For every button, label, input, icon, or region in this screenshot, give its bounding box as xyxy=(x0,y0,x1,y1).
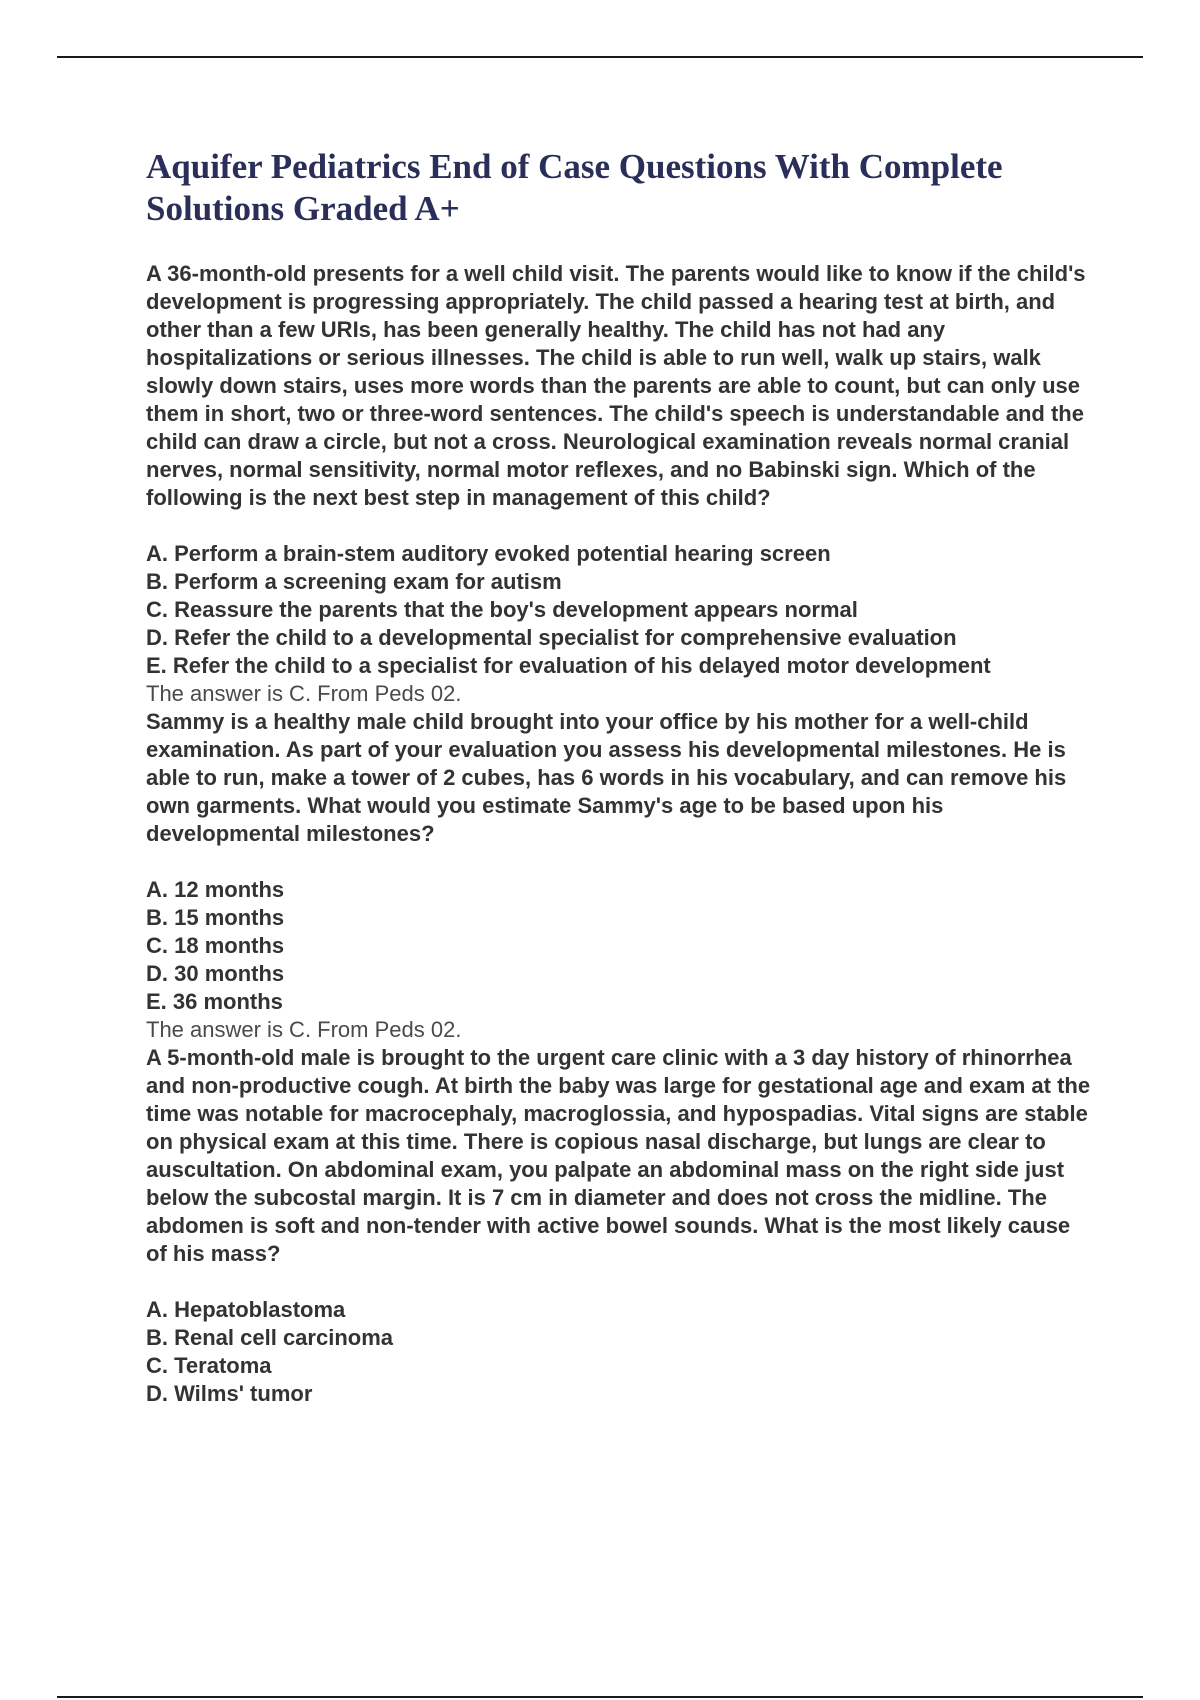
question-3-options xyxy=(146,1296,1096,1408)
option-item: B. Perform a screening exam for autism xyxy=(146,569,562,594)
option-item: B. 15 months xyxy=(146,905,285,930)
option-item: C. Reassure the parents that the boy's development appears normal xyxy=(146,597,858,622)
question-2-options xyxy=(146,876,1096,1016)
option-item: D. 30 months xyxy=(146,961,285,986)
question-1-answer: The answer is C. From Peds 02. xyxy=(146,681,462,706)
question-2-answer: The answer is C. From Peds 02. xyxy=(146,1017,462,1042)
option-item: C. Teratoma xyxy=(146,1353,272,1378)
question-2-text: Sammy is a healthy male child brought into your office by his mother for a well-child examination. As part of your evaluation you assess his developmental milestones. He is able to run, make a tower of 2 cubes, has 6 words in his vocabulary, and can remove his own garments. What would you estimate Sammy's age to be based upon his developmental milestones? xyxy=(146,709,1067,846)
option-item: A. Perform a brain-stem auditory evoked potential hearing screen xyxy=(146,541,831,566)
question-1-text: A 36-month-old presents for a well child visit. The parents would like to know if the child's development is progressing appropriately. The child passed a hearing test at birth, and other than a few URIs, has been generally healthy. The child has not had any hospitalizations or serious illnesses. The child is able to run well, walk up stairs, walk slowly down stairs, uses more words than the parents are able to count, but can only use them in short, two or three-word sentences. The child's speech is understandable and the child can draw a circle, but not a cross. Neurological examination reveals normal cranial nerves, normal sensitivity, normal motor reflexes, and no Babinski sign. Which of the following is the next best step in management of this child? xyxy=(146,261,1086,510)
option-item: E. 36 months xyxy=(146,989,283,1014)
option-item: D. Wilms' tumor xyxy=(146,1381,313,1406)
option-item: A. Hepatoblastoma xyxy=(146,1297,346,1322)
option-item: C. 18 months xyxy=(146,933,285,958)
document-body xyxy=(146,146,1096,1408)
bottom-rule xyxy=(57,1696,1143,1698)
option-item: E. Refer the child to a specialist for evaluation of his delayed motor development xyxy=(146,653,991,678)
option-item: D. Refer the child to a developmental specialist for comprehensive evaluation xyxy=(146,625,957,650)
top-rule xyxy=(57,56,1143,58)
option-item: A. 12 months xyxy=(146,877,285,902)
question-3-text: A 5-month-old male is brought to the urgent care clinic with a 3 day history of rhinorrhea and non-productive cough. At birth the baby was large for gestational age and exam at the time was notable for macrocephaly, macroglossia, and hypospadias. Vital signs are stable on physical exam at this time. There is copious nasal discharge, but lungs are clear to auscultation. On abdominal exam, you palpate an abdominal mass on the right side just below the subcostal margin. It is 7 cm in diameter and does not cross the midline. The abdomen is soft and non-tender with active bowel sounds. What is the most likely cause of his mass? xyxy=(146,1045,1091,1266)
document-title: Aquifer Pediatrics End of Case Questions With Complete Solutions Graded A+ xyxy=(146,147,1003,228)
option-item: B. Renal cell carcinoma xyxy=(146,1325,393,1350)
question-1-options xyxy=(146,540,1096,680)
